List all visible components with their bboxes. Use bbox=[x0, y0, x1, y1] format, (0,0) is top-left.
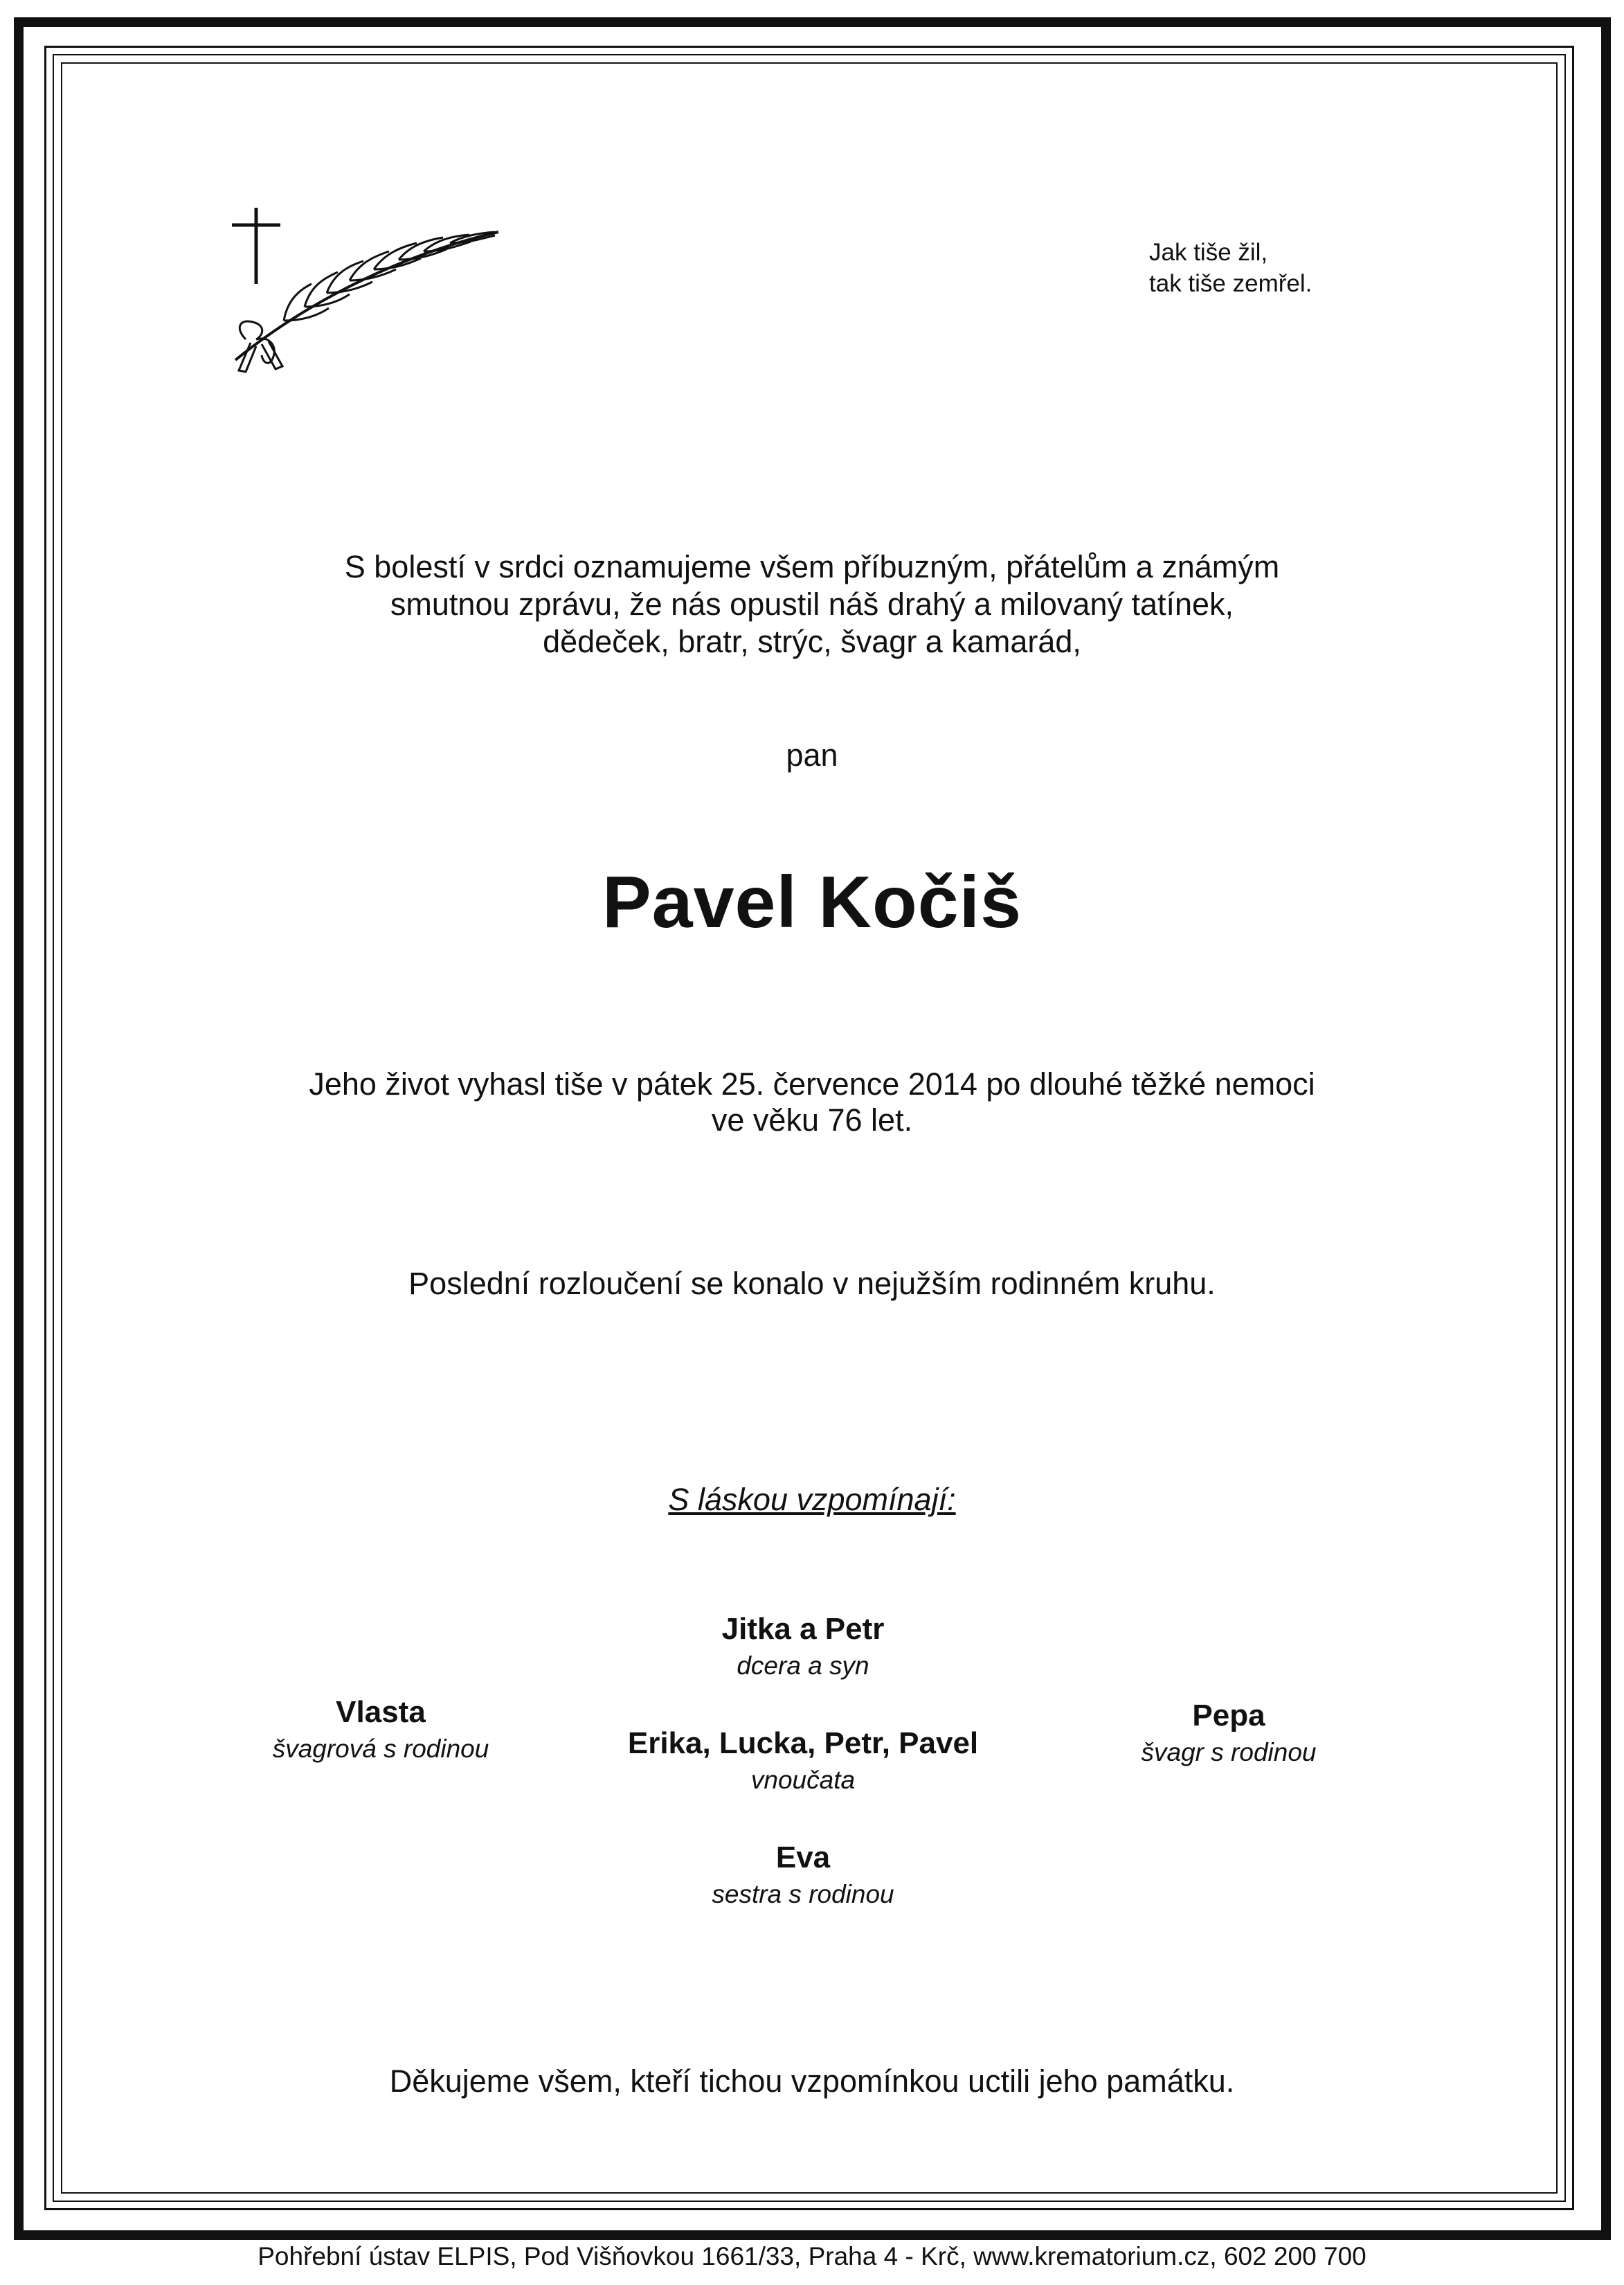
mourner-pepa bbox=[1056, 1696, 1402, 1770]
motto-line-1: Jak tiše žil, bbox=[1149, 239, 1268, 266]
mourner-relation: švagr s rodinou bbox=[1141, 1738, 1317, 1766]
motto bbox=[1149, 237, 1312, 299]
mourner-relation: vnoučata bbox=[750, 1766, 856, 1794]
mourner-relation: švagrová s rodinou bbox=[272, 1735, 489, 1763]
mourner-name: Jitka a Petr bbox=[721, 1612, 885, 1646]
footer-funeral-home: Pohřební ústav ELPIS, Pod Višňovkou 1661/33, Praha 4 - Krč, www.krematorium.cz, 602 200 700 bbox=[258, 2242, 1366, 2270]
life-line-2: ve věku 76 let. bbox=[711, 1102, 913, 1138]
announcement-line-1: S bolestí v srdci oznamujeme všem příbuzným, přátelům a známým bbox=[344, 549, 1280, 584]
mourner-name: Vlasta bbox=[336, 1695, 426, 1729]
mourner-name: Pepa bbox=[1192, 1699, 1265, 1732]
life-line-1: Jeho život vyhasl tiše v pátek 25. července 2014 po dlouhé těžké nemoci bbox=[309, 1066, 1315, 1102]
remembrance-heading: S láskou vzpomínají: bbox=[668, 1482, 956, 1517]
deceased-name: Pavel Kočiš bbox=[602, 861, 1022, 943]
thanks-statement: Děkujeme všem, kteří tichou vzpomínkou uctili jeho památku. bbox=[389, 2063, 1235, 2099]
mourner-relation: sestra s rodinou bbox=[712, 1880, 894, 1908]
cross-palm-branch-icon bbox=[208, 197, 505, 381]
announcement-line-3: dědeček, bratr, strýc, švagr a kamarád, bbox=[543, 624, 1081, 659]
mourner-vlasta bbox=[208, 1693, 554, 1766]
farewell-statement: Poslední rozloučení se konalo v nejužším rodinném kruhu. bbox=[408, 1266, 1216, 1301]
mourner-grandchildren bbox=[575, 1724, 1031, 1798]
motto-line-2: tak tiše zemřel. bbox=[1149, 270, 1312, 297]
announcement-line-2: smutnou zprávu, že nás opustil náš drahý a milovaný tatínek, bbox=[390, 586, 1234, 622]
mourner-relation: dcera a syn bbox=[737, 1651, 869, 1680]
title-pan: pan bbox=[786, 737, 838, 773]
mourner-jitka-petr bbox=[623, 1610, 983, 1683]
mourner-name: Eva bbox=[775, 1840, 831, 1874]
mourner-name: Erika, Lucka, Petr, Pavel bbox=[627, 1726, 979, 1760]
life-statement bbox=[0, 1066, 1624, 1138]
mourner-eva bbox=[623, 1838, 983, 1912]
announcement bbox=[0, 548, 1624, 661]
